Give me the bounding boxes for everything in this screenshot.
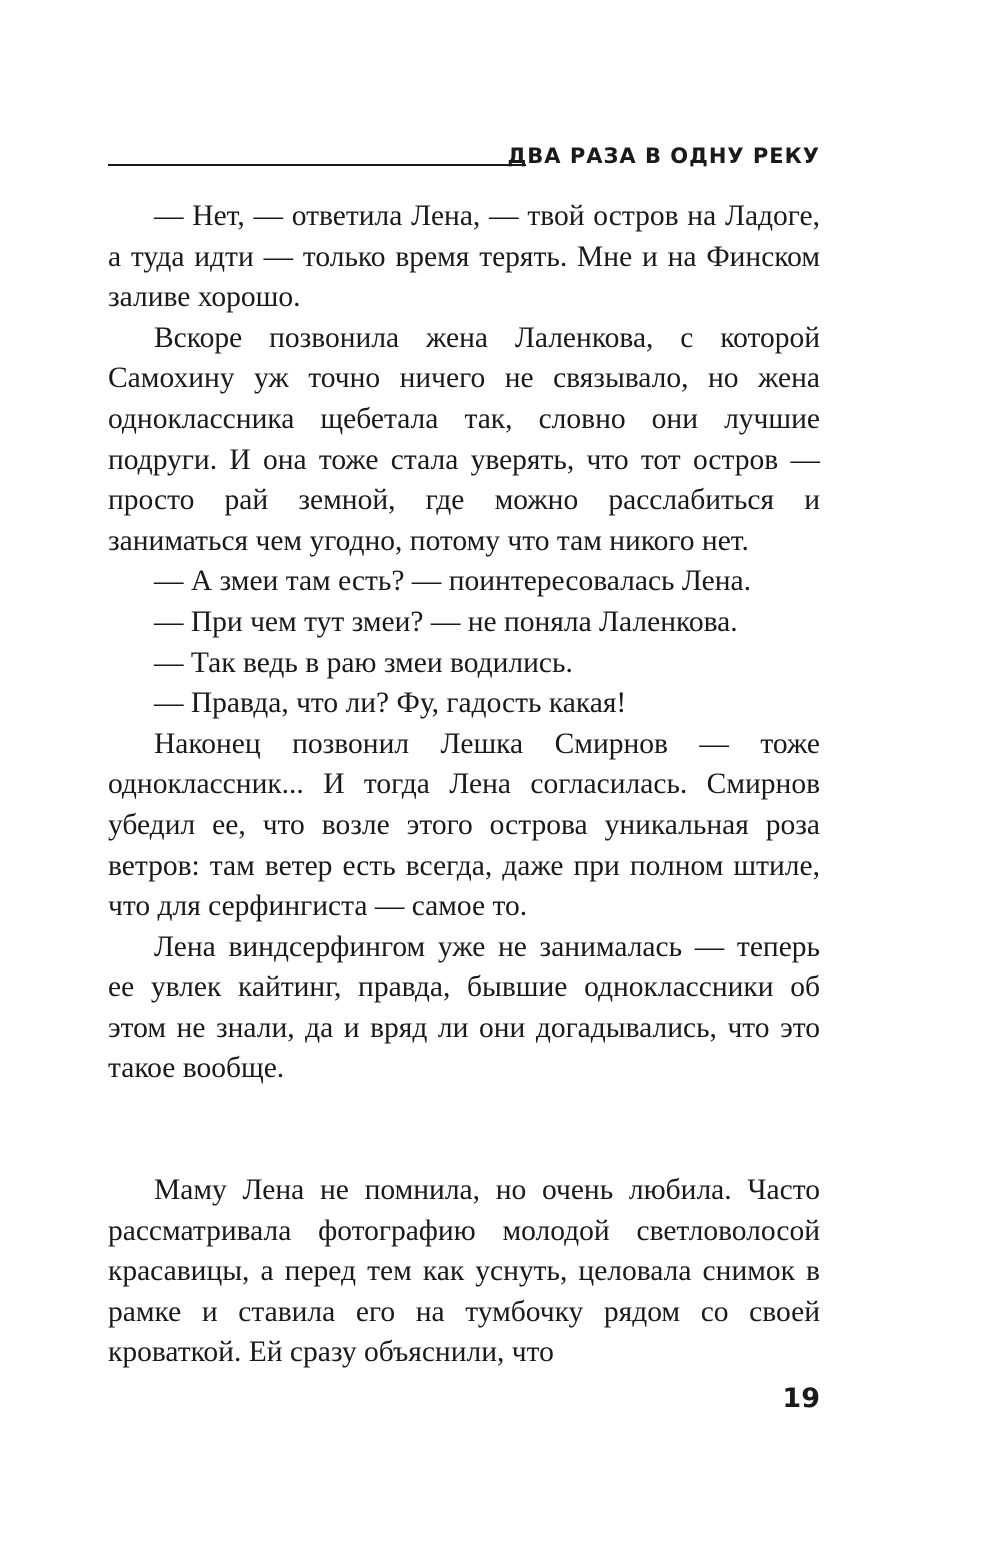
- section-break: [108, 1089, 820, 1170]
- header-rule: [108, 164, 526, 166]
- text-body: [108, 196, 820, 1373]
- paragraph: Вскоре позвонила жена Лаленкова, с которой Самохину уж точно ничего не связывало, но жена одноклассника щебетала так, словно они лучшие подруги. И она тоже стала уверять, что тот остров — просто рай земной, где можно расслабиться и заниматься чем угодно, потому что там никого нет.: [108, 321, 820, 557]
- paragraph: Маму Лена не помнила, но очень любила. Часто рассматривала фотографию молодой светловолосой красавицы, а перед тем как уснуть, целовала снимок в рамке и ставила его на тумбочку рядом со своей кроваткой. Ей сразу объяснили, что: [108, 1174, 820, 1369]
- paragraph: — А змеи там есть? — поинтересовалась Лена.: [154, 565, 752, 598]
- page-number: 19: [782, 1383, 820, 1414]
- paragraph: — При чем тут змеи? — не поняла Лаленкова.: [154, 605, 738, 638]
- paragraph: — Правда, что ли? Фу, гадость какая!: [154, 687, 627, 720]
- paragraph: — Так ведь в раю змеи водились.: [154, 646, 573, 679]
- running-title: ДВА РАЗА В ОДНУ РЕКУ: [507, 144, 820, 168]
- running-head: [108, 141, 820, 171]
- paragraph: Наконец позвонил Лешка Смирнов — тоже одноклассник... И тогда Лена согласилась. Смирнов убедил ее, что возле этого острова уникальная роза ветров: там ветер есть всегда, даже при полном штиле, что для серфингиста — самое то.: [108, 727, 820, 923]
- paragraph: — Нет, — ответила Лена, — твой остров на Ладоге, а туда идти — только время терять. Мне и на Финском заливе хорошо.: [108, 200, 820, 314]
- paragraph: Лена виндсерфингом уже не занималась — теперь ее увлек кайтинг, правда, бывшие одноклассники об этом не знали, да и вряд ли они догадывались, что это такое вообще.: [108, 930, 820, 1085]
